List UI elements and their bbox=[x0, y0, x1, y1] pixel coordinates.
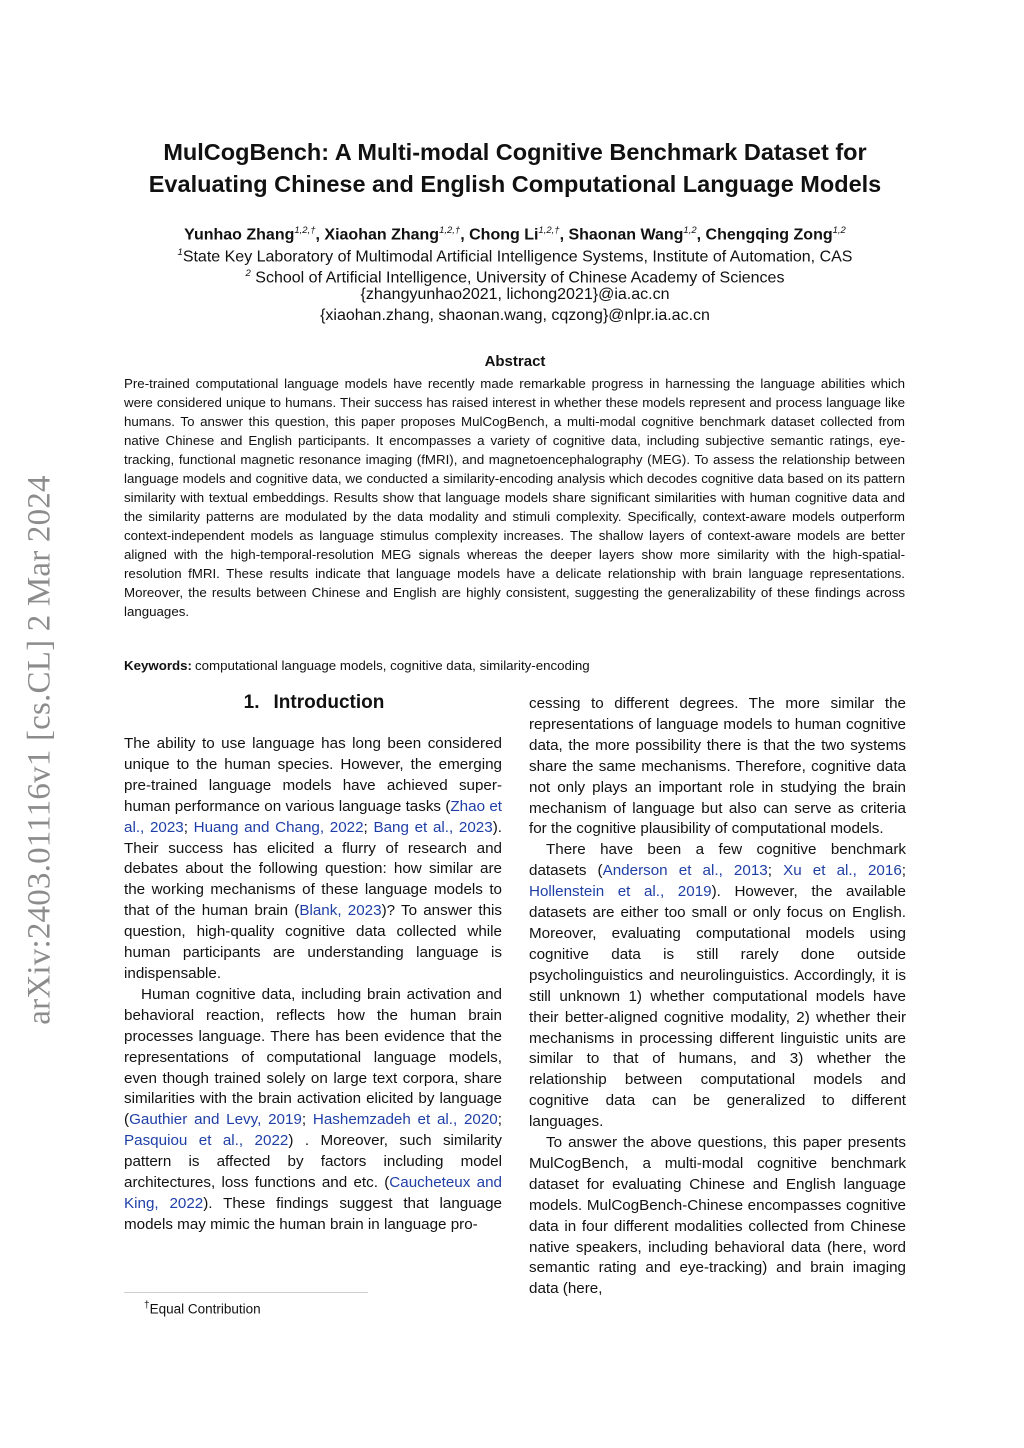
footnote-divider bbox=[124, 1292, 368, 1293]
paragraph-text: ; bbox=[363, 818, 374, 836]
paragraph-text: )? To answer this question, high-quality cognitive data collected while human participants are understanding language is indispensable. bbox=[124, 902, 503, 982]
citation-link[interactable]: Hashemzadeh et al., 2020 bbox=[312, 1111, 498, 1129]
keywords-line bbox=[124, 656, 905, 675]
citation-link[interactable]: Blank, 2023 bbox=[299, 902, 382, 920]
citation-link[interactable]: Pasquiou et al., 2022 bbox=[124, 1132, 289, 1150]
footnote-mark: † bbox=[144, 1300, 150, 1311]
author-separator: , bbox=[315, 226, 325, 244]
author-separator: , bbox=[559, 226, 569, 244]
citation-link[interactable]: Gauthier and Levy, 2019 bbox=[129, 1111, 302, 1129]
section-number: 1. bbox=[243, 692, 260, 713]
footnote-text: Equal Contribution bbox=[149, 1301, 261, 1317]
email-line-1: {zhangyunhao2021, lichong2021}@ia.ac.cn bbox=[360, 286, 670, 303]
citation-link[interactable]: Caucheteux and King, 2022 bbox=[124, 1174, 502, 1212]
author-separator: , bbox=[696, 226, 706, 244]
right-column bbox=[529, 694, 906, 1300]
citation-link[interactable]: Zhao et al., 2023 bbox=[124, 797, 502, 836]
paper-title-line-1: MulCogBench: A Multi-modal Cognitive Benchmark Dataset for bbox=[163, 139, 867, 165]
paragraph-text: ; bbox=[183, 818, 194, 836]
citation-link[interactable]: Bang et al., 2023 bbox=[373, 818, 493, 836]
affiliation-1-text: State Key Laboratory of Multimodal Artificial Intelligence Systems, Institute of Automation, CAS bbox=[182, 248, 853, 266]
citation-link[interactable]: Hollenstein et al., 2019 bbox=[529, 883, 712, 901]
left-column bbox=[124, 734, 502, 1236]
abstract-body: Pre-trained computational language models have recently made remarkable progress in harnessing the language abilities which were considered unique to humans. Their success has raised interest in whether these models represent and process language like humans. To answer this question, this paper proposes MulCogBench, a multi-modal cognitive benchmark dataset collected from native Chinese and English participants. It encompasses a variety of cognitive data, including subjective semantic ratings, eye-tracking, functional magnetic resonance imaging (fMRI), and magnetoencephalography (MEG). To assess the relationship between language models and cognitive data, we conducted a similarity-encoding analysis which decodes cognitive data based on its pattern similarity with textual embeddings. Results show that language models share significant similarities with human cognitive data and the similarity patterns are modulated by the data modality and stimuli complexity. Specifically, context-aware models outperform context-independent models as language stimulus complexity increases. The shallow layers of context-aware models are better aligned with the high-temporal-resolution MEG signals whereas the deeper layers show more similarity with the high-spatial-resolution fMRI. These results indicate that language models have a delicate relationship with brain language representations. Moreover, the results between Chinese and English are highly consistent, suggesting the generalizability of these findings across languages. bbox=[124, 376, 905, 619]
intro-paragraph-2 bbox=[124, 985, 502, 1236]
paper-title-line-2: Evaluating Chinese and English Computational Language Models bbox=[148, 171, 882, 197]
affiliation-2-mark: 2 bbox=[245, 268, 251, 279]
author-affiliation-mark: 1,2,† bbox=[439, 225, 461, 236]
author-name: Xiaohan Zhang bbox=[324, 226, 440, 244]
intro-paragraph-3 bbox=[529, 694, 906, 840]
author-affiliation-mark: 1,2,† bbox=[538, 225, 560, 236]
intro-paragraph-5 bbox=[529, 1133, 906, 1300]
affiliation-2-text: School of Artificial Intelligence, University of Chinese Academy of Sciences bbox=[255, 269, 785, 287]
citation-link[interactable]: Anderson et al., 2013 bbox=[602, 862, 768, 880]
paragraph-text: There have been a few cognitive benchmark datasets ( bbox=[529, 841, 906, 880]
paragraph-text: ; bbox=[497, 1111, 502, 1129]
author-name: Chong Li bbox=[469, 226, 539, 244]
paragraph-text: cessing to different degrees. The more similar the representations of language models to human cognitive data, the more possibility there is that the two systems share the same mechanisms. Therefore, cognitive data not only plays an important role in studying the brain mechanism of language but also can serve as criteria for the cognitive plausibility of computational models. bbox=[529, 695, 906, 838]
citation-link[interactable]: Xu et al., 2016 bbox=[783, 862, 902, 880]
paragraph-text: ; bbox=[301, 1111, 313, 1129]
arxiv-identifier-text: arXiv:2403.01116v1 [cs.CL] 2 Mar 2024 bbox=[21, 475, 58, 1025]
paragraph-text: ; bbox=[767, 862, 784, 880]
arxiv-identifier-stamp bbox=[18, 460, 62, 1040]
author-name: Chengqing Zong bbox=[705, 226, 833, 244]
affiliation-1-mark: 1 bbox=[177, 247, 183, 258]
author-affiliation-mark: 1,2,† bbox=[294, 225, 316, 236]
paragraph-text: ) . Moreover, such similarity pattern is affected by factors including model architectures, loss functions and etc. ( bbox=[124, 1132, 503, 1192]
paragraph-text: ). However, the available datasets are either too small or only focus on English. Moreover, evaluating computational models using cognitive data is still rarely done outside psycholinguistics and neurolinguistics. Accordingly, it is still unknown 1) whether computational models have their better-aligned cognitive modality, 2) whether their mechanisms in processing different linguistic units are similar to that of humans, and 3) whether the relationship between computational models and cognitive data can be generalized to different languages. bbox=[529, 883, 906, 1131]
keywords-label: Keywords: bbox=[124, 658, 192, 673]
citation-link[interactable]: Huang and Chang, 2022 bbox=[193, 818, 364, 836]
email-line-2: {xiaohan.zhang, shaonan.wang, cqzong}@nlpr.ia.ac.cn bbox=[320, 307, 710, 324]
footnote bbox=[144, 1297, 261, 1319]
author-separator: , bbox=[460, 226, 470, 244]
author-name: Shaonan Wang bbox=[568, 226, 684, 244]
paragraph-text: ). Their success has elicited a flurry of research and debates about the following question: how similar are the working mechanisms of these language models to that of the human brain ( bbox=[124, 818, 502, 920]
author-affiliation-mark: 1,2 bbox=[683, 225, 697, 236]
section-heading-introduction bbox=[124, 691, 504, 715]
paragraph-text: Human cognitive data, including brain activation and behavioral reaction, reflects how the human brain processes language. There has been evidence that the representations of computational language models, even though trained solely on large text corpora, share similarities with the brain activation elicited by language ( bbox=[124, 985, 502, 1129]
paragraph-text: The ability to use language has long been considered unique to the human species. However, the emerging pre-trained language models have achieved super-human performance on various language tasks ( bbox=[124, 735, 502, 815]
paragraph-text: To answer the above questions, this paper presents MulCogBench, a multi-modal cognitive benchmark dataset for evaluating Chinese and English language models. MulCogBench-Chinese encompasses cognitive data in four different modalities collected from Chinese native speakers, including behavioral data (here, word semantic rating and eye-tracking) and brain imaging data (here, bbox=[529, 1134, 906, 1298]
abstract-heading: Abstract bbox=[484, 353, 546, 370]
author-name: Yunhao Zhang bbox=[184, 226, 295, 244]
section-title: Introduction bbox=[273, 692, 385, 713]
keywords-text: computational language models, cognitive data, similarity-encoding bbox=[194, 658, 590, 673]
paper-title bbox=[100, 136, 930, 200]
paragraph-text: ). These findings suggest that language models may mimic the human brain in language pro- bbox=[124, 1194, 503, 1233]
intro-paragraph-4 bbox=[529, 840, 906, 1133]
author-affiliation-mark: 1,2 bbox=[832, 225, 846, 236]
paragraph-text: ; bbox=[901, 862, 907, 880]
intro-paragraph-1 bbox=[124, 734, 502, 985]
